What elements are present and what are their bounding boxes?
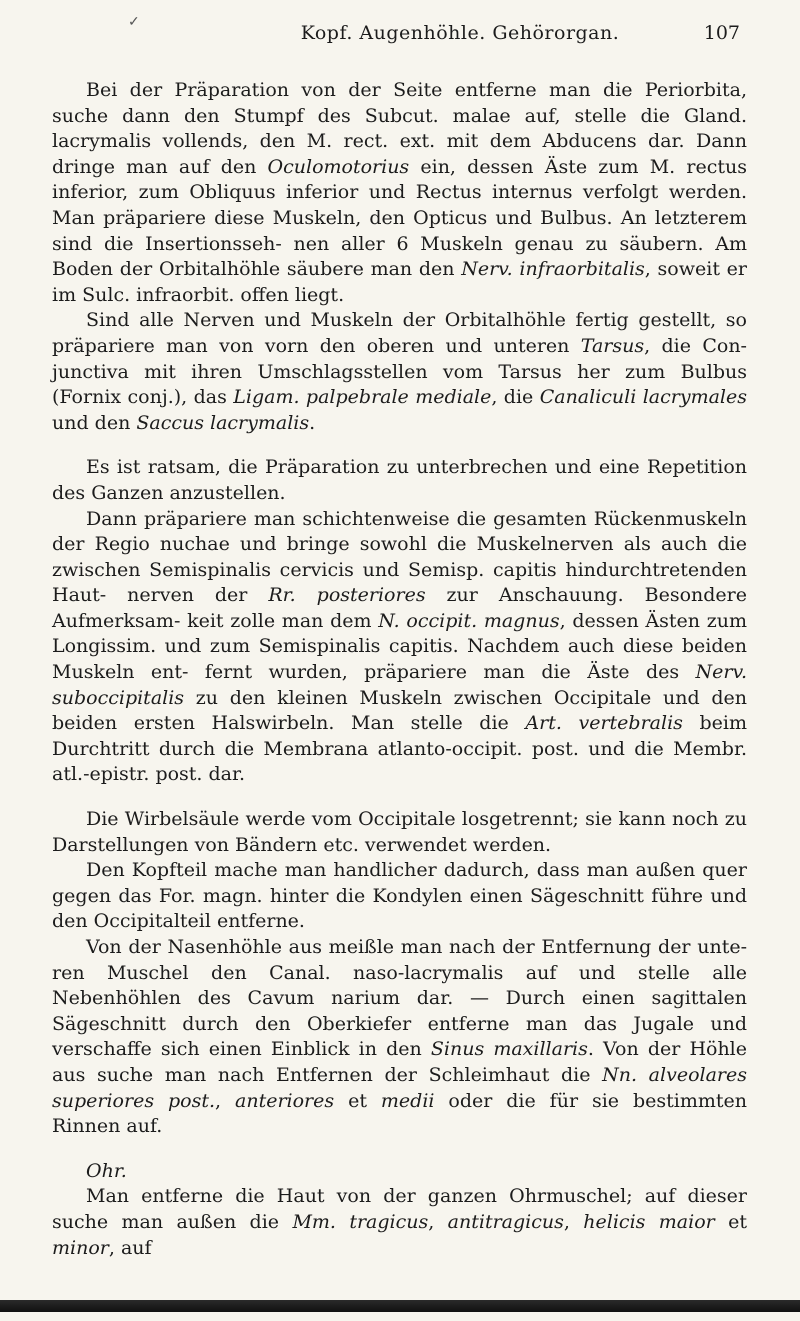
page-edge-shadow: [0, 1300, 800, 1312]
text-run: beim Durchtritt durch die Membrana atlanto-occipit. post. und die Membr. atl.-epistr. post. dar.: [52, 712, 747, 786]
italic-term: minor: [52, 1236, 109, 1259]
italic-term: Nerv. suboccipitalis: [52, 661, 747, 709]
paragraph: [52, 807, 747, 858]
italic-term: Oculomotorius: [267, 155, 410, 178]
italic-term: Saccus lacrymalis: [136, 411, 310, 434]
text-run: oder die für sie bestimmten Rinnen auf.: [52, 1089, 747, 1138]
italic-term: Tarsus: [580, 334, 645, 357]
text-run: , auf: [108, 1236, 152, 1259]
text-run: . Von der Höhle aus suche man nach Entfernen der Schleimhaut die: [52, 1038, 748, 1086]
paragraph: [52, 858, 747, 935]
paragraph: [52, 308, 747, 436]
italic-term: Nn. alveolares superiores post.: [52, 1063, 747, 1112]
text-run: , soweit er im Sulc. infraorbit. offen liegt.: [52, 258, 747, 306]
text-run: ,: [215, 1089, 236, 1112]
italic-term: anteriores: [235, 1089, 335, 1112]
page-number: 107: [703, 22, 740, 44]
italic-term: Mm. tragicus: [292, 1210, 429, 1233]
text-run: Bei der Präparation von der Seite entferne man die Periorbita, suche dann den Stumpf des Subcut. malae auf, stelle die Gland. lacrymalis vollends, den M. rect. ext. mit dem Abducens dar. Dann dringe man auf den: [52, 79, 747, 178]
text-run: Dann präpariere man schichtenweise die gesamten Rückenmuskeln der Regio nuchae und bringe sowohl die Muskelnerven als auch die zwischen Semispinalis cervicis und Semisp. capitis hindurchtretenden Haut- nerven der: [52, 507, 747, 607]
italic-term: antitragicus: [447, 1210, 564, 1233]
text-run: ,: [563, 1210, 584, 1233]
italic-term: Canaliculi lacrymales: [539, 386, 748, 409]
running-head: [0, 14, 800, 54]
paragraph: [52, 935, 747, 1140]
text-run: zu den kleinen Muskeln zwischen Occipitale und den beiden ersten Halswirbeln. Man stelle die: [52, 686, 747, 735]
paragraph: [52, 455, 747, 506]
text-run: et: [714, 1210, 747, 1233]
paragraph: [52, 78, 747, 308]
text-run: und den: [52, 411, 137, 434]
section-heading: [52, 1159, 747, 1185]
running-head-title: Kopf. Augenhöhle. Gehörorgan.: [300, 22, 620, 44]
paragraph: [52, 1184, 747, 1261]
text-run: Den Kopfteil mache man handlicher dadurch, dass man außen quer gegen das For. magn. hinter die Kondylen einen Sägeschnitt führe und den Occipitalteil entferne.: [52, 859, 747, 933]
italic-term: Rr. posteriores: [268, 584, 426, 607]
text-run: Die Wirbelsäule werde vom Occipitale losgetrennt; sie kann noch zu Darstellungen von Bändern etc. verwendet werden.: [52, 808, 747, 856]
italic-term: Nerv. infraorbitalis: [461, 258, 645, 281]
italic-term: medii: [380, 1089, 435, 1112]
body-text: [52, 78, 747, 1261]
text-run: Von der Nasenhöhle aus meißle man nach der Entfernung der unte- ren Muschel den Canal. naso-lacrymalis auf und stelle alle Nebenhöhlen des Cavum narium dar. — Durch einen sagittalen Sägeschnitt durch den Oberkiefer entferne man das Jugale und verschaffe sich einen Einblick in den: [52, 936, 747, 1061]
text-run: ,: [428, 1210, 448, 1233]
text-run: , dessen Ästen zum Longissim. und zum Semispinalis capitis. Nachdem auch diese beiden Muskeln ent- fernt wurden, präpariere man die Äste des: [52, 609, 747, 684]
italic-term: Art. vertebralis: [525, 712, 683, 735]
text-run: Sind alle Nerven und Muskeln der Orbitalhöhle fertig gestellt, so präpariere man von vorn den oberen und unteren: [52, 309, 747, 357]
text-run: , die: [491, 386, 540, 409]
italic-term: N. occipit. magnus: [378, 609, 560, 632]
italic-term: helicis maior: [583, 1210, 715, 1233]
text-run: et: [334, 1089, 381, 1112]
text-run: , die Con- junctiva mit ihren Umschlagsstellen vom Tarsus her zum Bulbus (Fornix conj.), das: [52, 334, 747, 409]
text-run: Es ist ratsam, die Präparation zu unterbrechen und eine Repetition des Ganzen anzustellen.: [52, 456, 747, 504]
pencil-tick-mark: ✓: [128, 14, 140, 30]
text-run: .: [309, 411, 316, 434]
text-run: Man entferne die Haut von der ganzen Ohrmuschel; auf dieser suche man außen die: [52, 1185, 747, 1233]
italic-term: Sinus maxillaris: [430, 1038, 588, 1061]
italic-term: Ohr.: [86, 1159, 127, 1182]
paragraph: [52, 507, 747, 789]
italic-term: Ligam. palpebrale mediale: [233, 386, 492, 409]
text-run: ein, dessen Äste zum M. rectus inferior, zum Obliquus inferior und Rectus internus verfolgt werden. Man präpariere diese Muskeln, den Opticus und Bulbus. An letzterem sind die Insertionsseh- nen aller 6 Muskeln genau zu säubern. Am Boden der Orbitalhöhle säubere man den: [52, 155, 747, 281]
text-run: zur Anschauung. Besondere Aufmerksam- keit zolle man dem: [52, 584, 747, 632]
